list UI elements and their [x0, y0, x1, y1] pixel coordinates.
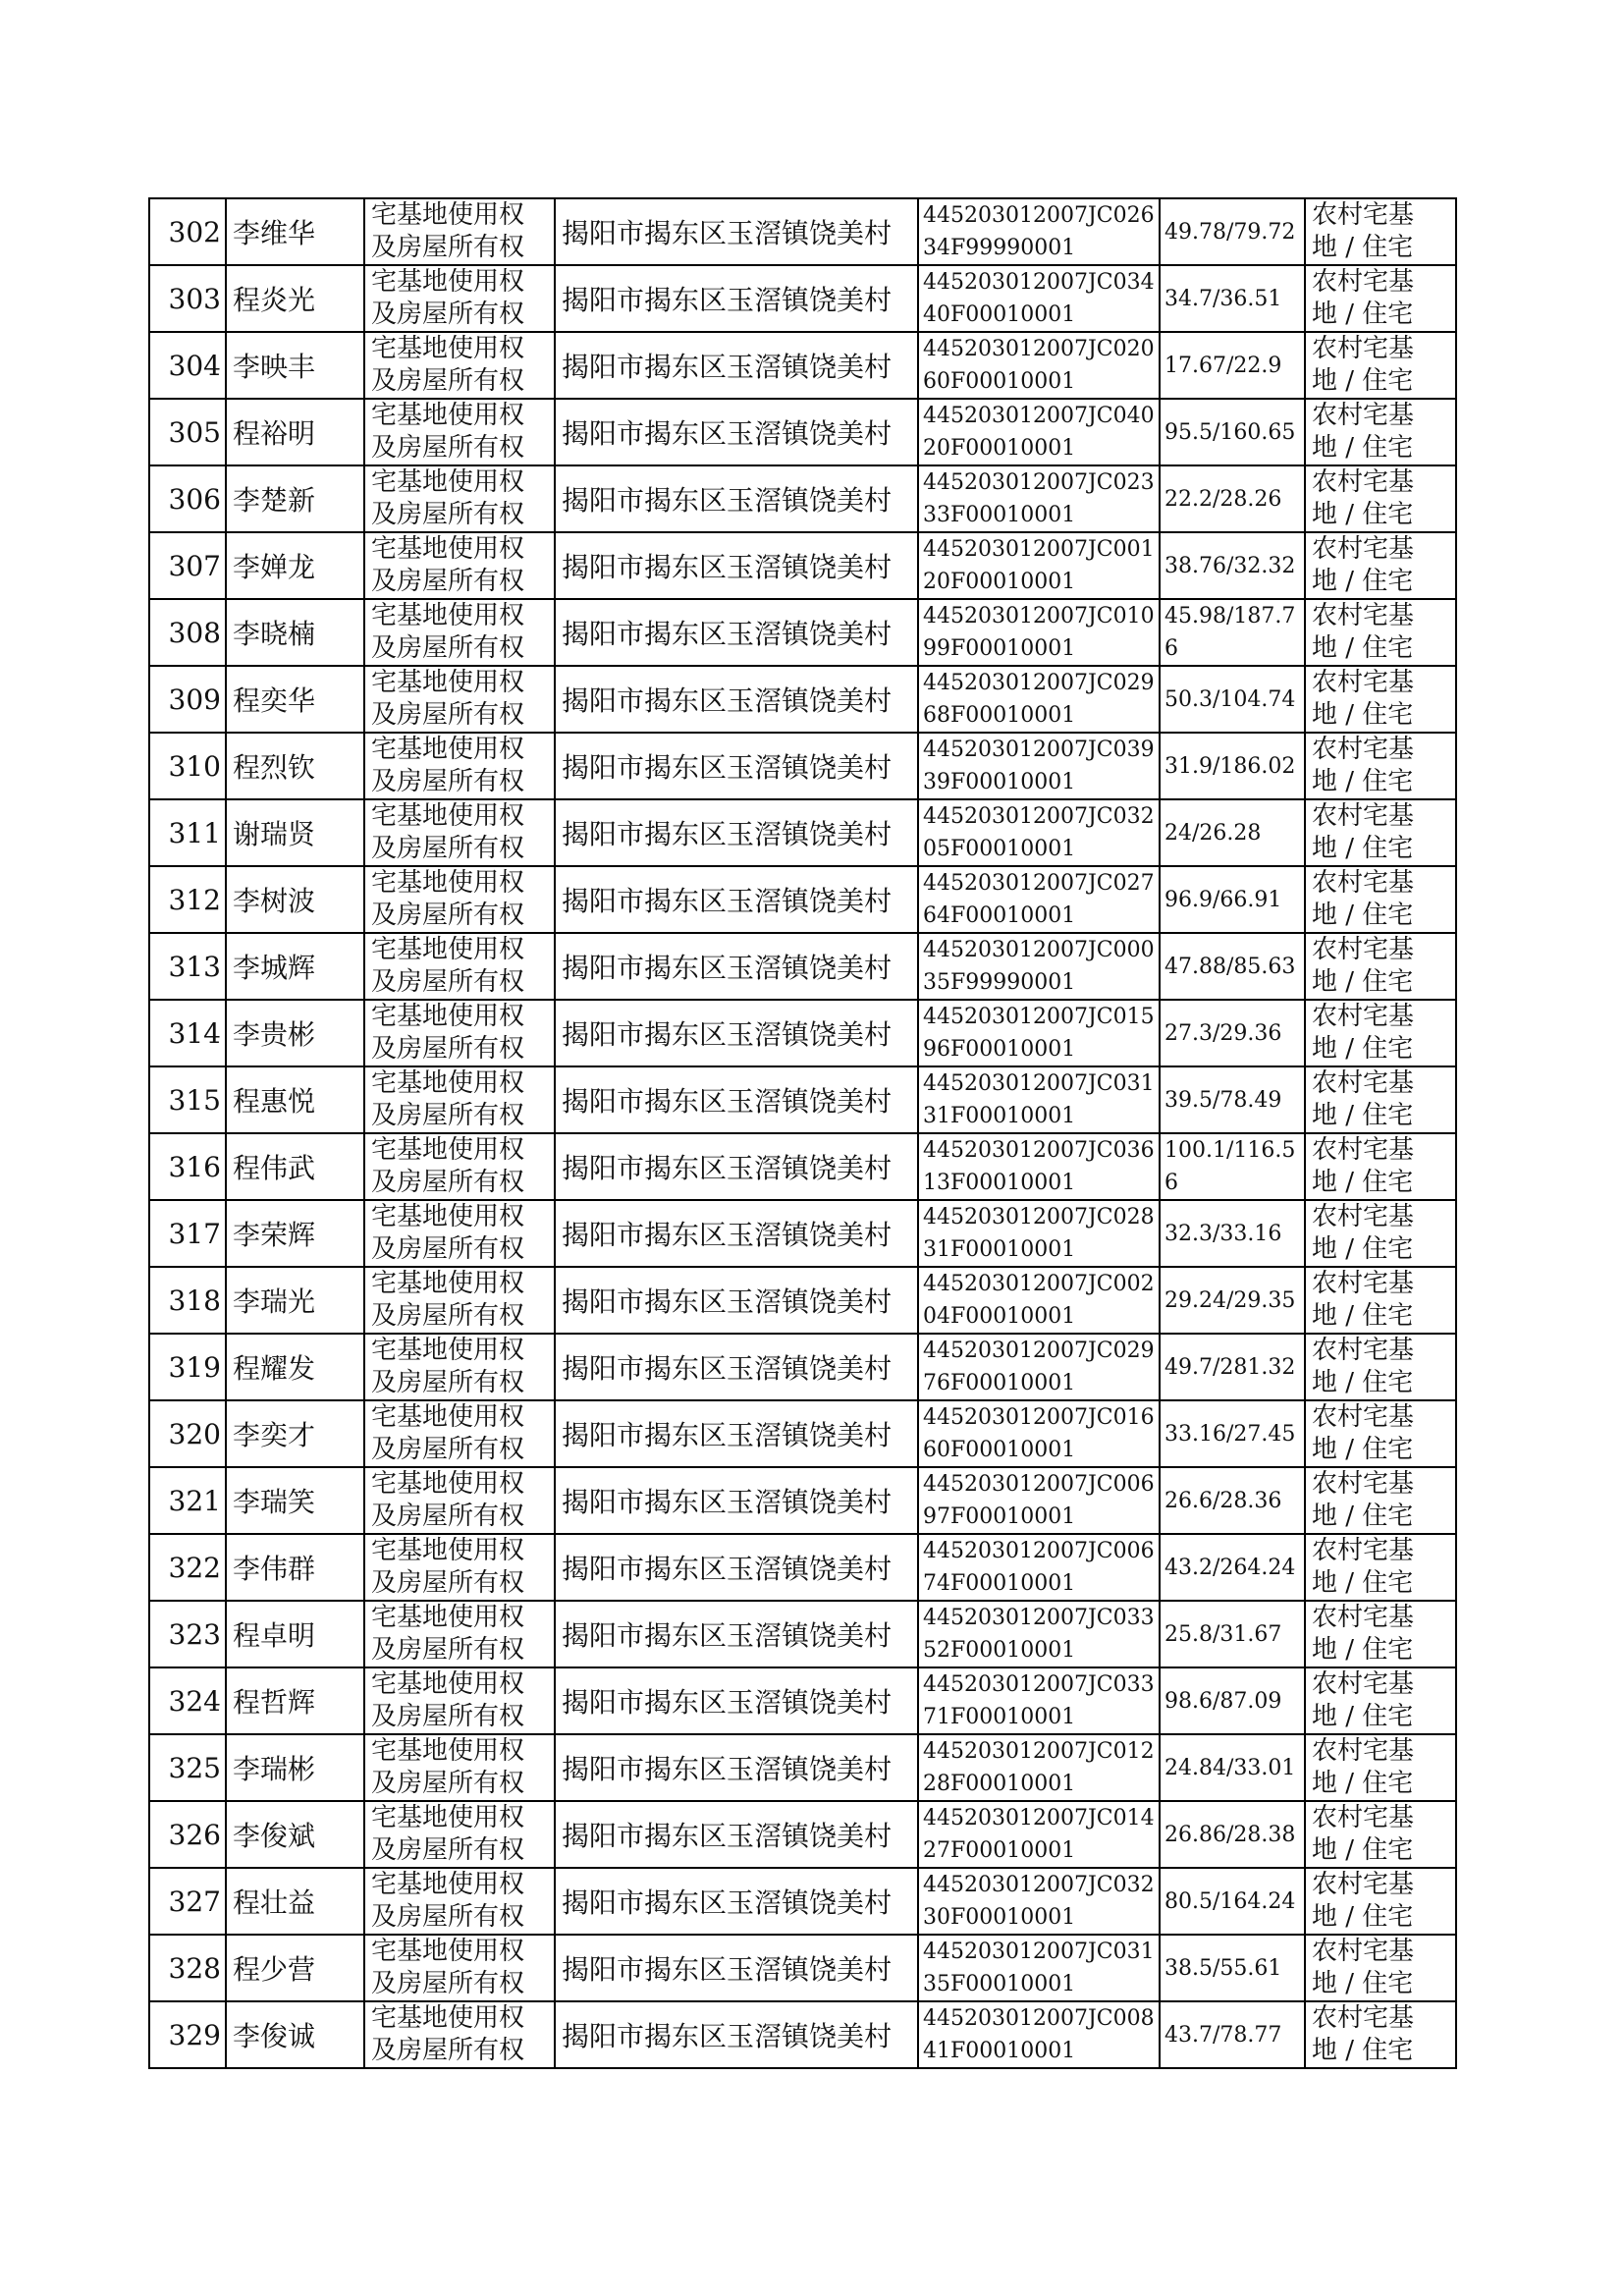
right-type: 宅基地使用权 及房屋所有权 [364, 1601, 555, 1667]
area-values: 39.5/78.49 [1160, 1066, 1305, 1133]
property-code: 445203012007JC01228F00010001 [918, 1734, 1160, 1801]
owner-name: 李维华 [226, 198, 364, 265]
property-location: 揭阳市揭东区玉滘镇饶美村 [555, 1667, 918, 1734]
right-type: 宅基地使用权 及房屋所有权 [364, 1667, 555, 1734]
property-code: 445203012007JC03939F00010001 [918, 733, 1160, 799]
land-use: 农村宅基 地 / 住宅 [1305, 1267, 1456, 1334]
property-location: 揭阳市揭东区玉滘镇饶美村 [555, 733, 918, 799]
owner-name: 李楚新 [226, 465, 364, 532]
land-use: 农村宅基 地 / 住宅 [1305, 1066, 1456, 1133]
area-values: 43.2/264.24 [1160, 1534, 1305, 1601]
right-type: 宅基地使用权 及房屋所有权 [364, 532, 555, 599]
right-type: 宅基地使用权 及房屋所有权 [364, 1133, 555, 1200]
land-use: 农村宅基 地 / 住宅 [1305, 1734, 1456, 1801]
area-values: 24.84/33.01 [1160, 1734, 1305, 1801]
row-number: 329 [149, 2001, 226, 2068]
table-row [149, 1066, 1456, 1133]
area-values: 80.5/164.24 [1160, 1868, 1305, 1935]
land-use: 农村宅基 地 / 住宅 [1305, 1000, 1456, 1066]
area-values: 22.2/28.26 [1160, 465, 1305, 532]
property-code: 445203012007JC03352F00010001 [918, 1601, 1160, 1667]
owner-name: 程壮益 [226, 1868, 364, 1935]
property-code: 445203012007JC02968F00010001 [918, 666, 1160, 733]
area-values: 100.1/116.56 [1160, 1133, 1305, 1200]
right-type: 宅基地使用权 及房屋所有权 [364, 1534, 555, 1601]
row-number: 306 [149, 465, 226, 532]
right-type: 宅基地使用权 及房屋所有权 [364, 1200, 555, 1267]
right-type: 宅基地使用权 及房屋所有权 [364, 465, 555, 532]
land-use: 农村宅基 地 / 住宅 [1305, 1467, 1456, 1534]
property-code: 445203012007JC00841F00010001 [918, 2001, 1160, 2068]
right-type: 宅基地使用权 及房屋所有权 [364, 1000, 555, 1066]
property-location: 揭阳市揭东区玉滘镇饶美村 [555, 465, 918, 532]
area-values: 26.6/28.36 [1160, 1467, 1305, 1534]
area-values: 47.88/85.63 [1160, 933, 1305, 1000]
table-row [149, 933, 1456, 1000]
property-location: 揭阳市揭东区玉滘镇饶美村 [555, 1534, 918, 1601]
owner-name: 程伟武 [226, 1133, 364, 1200]
land-use: 农村宅基 地 / 住宅 [1305, 332, 1456, 399]
owner-name: 李映丰 [226, 332, 364, 399]
land-use: 农村宅基 地 / 住宅 [1305, 1935, 1456, 2001]
area-values: 49.78/79.72 [1160, 198, 1305, 265]
table-row [149, 1734, 1456, 1801]
area-values: 34.7/36.51 [1160, 265, 1305, 332]
table-body [149, 198, 1456, 2068]
property-code: 445203012007JC02831F00010001 [918, 1200, 1160, 1267]
right-type: 宅基地使用权 及房屋所有权 [364, 733, 555, 799]
row-number: 311 [149, 799, 226, 866]
right-type: 宅基地使用权 及房屋所有权 [364, 198, 555, 265]
owner-name: 李树波 [226, 866, 364, 933]
row-number: 320 [149, 1400, 226, 1467]
property-code: 445203012007JC01099F00010001 [918, 599, 1160, 666]
right-type: 宅基地使用权 及房屋所有权 [364, 799, 555, 866]
owner-name: 程哲辉 [226, 1667, 364, 1734]
owner-name: 程炎光 [226, 265, 364, 332]
property-code: 445203012007JC01660F00010001 [918, 1400, 1160, 1467]
property-code: 445203012007JC00697F00010001 [918, 1467, 1160, 1534]
area-values: 38.76/32.32 [1160, 532, 1305, 599]
area-values: 95.5/160.65 [1160, 399, 1305, 465]
area-values: 29.24/29.35 [1160, 1267, 1305, 1334]
area-values: 49.7/281.32 [1160, 1334, 1305, 1400]
right-type: 宅基地使用权 及房屋所有权 [364, 332, 555, 399]
right-type: 宅基地使用权 及房屋所有权 [364, 1066, 555, 1133]
land-use: 农村宅基 地 / 住宅 [1305, 2001, 1456, 2068]
right-type: 宅基地使用权 及房屋所有权 [364, 1868, 555, 1935]
area-values: 31.9/186.02 [1160, 733, 1305, 799]
table-row [149, 1467, 1456, 1534]
row-number: 312 [149, 866, 226, 933]
area-values: 98.6/87.09 [1160, 1667, 1305, 1734]
property-location: 揭阳市揭东区玉滘镇饶美村 [555, 933, 918, 1000]
owner-name: 程卓明 [226, 1601, 364, 1667]
right-type: 宅基地使用权 及房屋所有权 [364, 1400, 555, 1467]
property-code: 445203012007JC03205F00010001 [918, 799, 1160, 866]
owner-name: 李婵龙 [226, 532, 364, 599]
property-code: 445203012007JC02060F00010001 [918, 332, 1160, 399]
owner-name: 程耀发 [226, 1334, 364, 1400]
property-location: 揭阳市揭东区玉滘镇饶美村 [555, 1200, 918, 1267]
property-location: 揭阳市揭东区玉滘镇饶美村 [555, 866, 918, 933]
right-type: 宅基地使用权 及房屋所有权 [364, 1467, 555, 1534]
property-code: 445203012007JC03230F00010001 [918, 1868, 1160, 1935]
right-type: 宅基地使用权 及房屋所有权 [364, 599, 555, 666]
table-row [149, 866, 1456, 933]
property-code: 445203012007JC03613F00010001 [918, 1133, 1160, 1200]
property-location: 揭阳市揭东区玉滘镇饶美村 [555, 1400, 918, 1467]
row-number: 304 [149, 332, 226, 399]
table-row [149, 332, 1456, 399]
owner-name: 程奕华 [226, 666, 364, 733]
row-number: 322 [149, 1534, 226, 1601]
property-code: 445203012007JC02976F00010001 [918, 1334, 1160, 1400]
table-row [149, 1601, 1456, 1667]
owner-name: 李瑞彬 [226, 1734, 364, 1801]
property-location: 揭阳市揭东区玉滘镇饶美村 [555, 1334, 918, 1400]
property-location: 揭阳市揭东区玉滘镇饶美村 [555, 332, 918, 399]
area-values: 33.16/27.45 [1160, 1400, 1305, 1467]
area-values: 26.86/28.38 [1160, 1801, 1305, 1868]
row-number: 325 [149, 1734, 226, 1801]
right-type: 宅基地使用权 及房屋所有权 [364, 399, 555, 465]
owner-name: 李晓楠 [226, 599, 364, 666]
table-row [149, 1400, 1456, 1467]
row-number: 307 [149, 532, 226, 599]
right-type: 宅基地使用权 及房屋所有权 [364, 933, 555, 1000]
right-type: 宅基地使用权 及房屋所有权 [364, 1935, 555, 2001]
table-row [149, 2001, 1456, 2068]
property-code: 445203012007JC03131F00010001 [918, 1066, 1160, 1133]
area-values: 17.67/22.9 [1160, 332, 1305, 399]
row-number: 314 [149, 1000, 226, 1066]
table-row [149, 799, 1456, 866]
land-use: 农村宅基 地 / 住宅 [1305, 465, 1456, 532]
property-location: 揭阳市揭东区玉滘镇饶美村 [555, 1868, 918, 1935]
land-use: 农村宅基 地 / 住宅 [1305, 599, 1456, 666]
row-number: 318 [149, 1267, 226, 1334]
property-location: 揭阳市揭东区玉滘镇饶美村 [555, 799, 918, 866]
land-use: 农村宅基 地 / 住宅 [1305, 733, 1456, 799]
table-row [149, 1801, 1456, 1868]
property-code: 445203012007JC02333F00010001 [918, 465, 1160, 532]
property-location: 揭阳市揭东区玉滘镇饶美村 [555, 666, 918, 733]
row-number: 305 [149, 399, 226, 465]
property-code: 445203012007JC02764F00010001 [918, 866, 1160, 933]
table-row [149, 1200, 1456, 1267]
property-location: 揭阳市揭东区玉滘镇饶美村 [555, 1935, 918, 2001]
property-code: 445203012007JC00674F00010001 [918, 1534, 1160, 1601]
property-code: 445203012007JC03135F00010001 [918, 1935, 1160, 2001]
right-type: 宅基地使用权 及房屋所有权 [364, 866, 555, 933]
land-use: 农村宅基 地 / 住宅 [1305, 265, 1456, 332]
property-code: 445203012007JC01596F00010001 [918, 1000, 1160, 1066]
land-use: 农村宅基 地 / 住宅 [1305, 666, 1456, 733]
property-location: 揭阳市揭东区玉滘镇饶美村 [555, 599, 918, 666]
land-use: 农村宅基 地 / 住宅 [1305, 799, 1456, 866]
right-type: 宅基地使用权 及房屋所有权 [364, 1334, 555, 1400]
table-row [149, 666, 1456, 733]
property-code: 445203012007JC03371F00010001 [918, 1667, 1160, 1734]
owner-name: 李瑞笑 [226, 1467, 364, 1534]
row-number: 313 [149, 933, 226, 1000]
table-row [149, 532, 1456, 599]
row-number: 321 [149, 1467, 226, 1534]
owner-name: 李俊斌 [226, 1801, 364, 1868]
right-type: 宅基地使用权 及房屋所有权 [364, 265, 555, 332]
row-number: 302 [149, 198, 226, 265]
property-location: 揭阳市揭东区玉滘镇饶美村 [555, 1734, 918, 1801]
table-row [149, 1133, 1456, 1200]
table-row [149, 1667, 1456, 1734]
property-location: 揭阳市揭东区玉滘镇饶美村 [555, 1133, 918, 1200]
land-use: 农村宅基 地 / 住宅 [1305, 1334, 1456, 1400]
row-number: 323 [149, 1601, 226, 1667]
property-location: 揭阳市揭东区玉滘镇饶美村 [555, 1801, 918, 1868]
right-type: 宅基地使用权 及房屋所有权 [364, 2001, 555, 2068]
area-values: 25.8/31.67 [1160, 1601, 1305, 1667]
property-location: 揭阳市揭东区玉滘镇饶美村 [555, 265, 918, 332]
land-use: 农村宅基 地 / 住宅 [1305, 866, 1456, 933]
table-row [149, 465, 1456, 532]
row-number: 310 [149, 733, 226, 799]
area-values: 32.3/33.16 [1160, 1200, 1305, 1267]
right-type: 宅基地使用权 及房屋所有权 [364, 666, 555, 733]
property-location: 揭阳市揭东区玉滘镇饶美村 [555, 1000, 918, 1066]
table-row [149, 1267, 1456, 1334]
table-row [149, 265, 1456, 332]
property-location: 揭阳市揭东区玉滘镇饶美村 [555, 2001, 918, 2068]
land-use: 农村宅基 地 / 住宅 [1305, 399, 1456, 465]
table-row [149, 1334, 1456, 1400]
land-use: 农村宅基 地 / 住宅 [1305, 1801, 1456, 1868]
owner-name: 程惠悦 [226, 1066, 364, 1133]
right-type: 宅基地使用权 及房屋所有权 [364, 1801, 555, 1868]
owner-name: 李荣辉 [226, 1200, 364, 1267]
property-location: 揭阳市揭东区玉滘镇饶美村 [555, 1066, 918, 1133]
owner-name: 谢瑞贤 [226, 799, 364, 866]
owner-name: 程裕明 [226, 399, 364, 465]
area-values: 24/26.28 [1160, 799, 1305, 866]
property-code: 445203012007JC01427F00010001 [918, 1801, 1160, 1868]
property-location: 揭阳市揭东区玉滘镇饶美村 [555, 1467, 918, 1534]
row-number: 303 [149, 265, 226, 332]
owner-name: 李贵彬 [226, 1000, 364, 1066]
property-code: 445203012007JC03440F00010001 [918, 265, 1160, 332]
area-values: 96.9/66.91 [1160, 866, 1305, 933]
area-values: 38.5/55.61 [1160, 1935, 1305, 2001]
property-location: 揭阳市揭东区玉滘镇饶美村 [555, 399, 918, 465]
row-number: 326 [149, 1801, 226, 1868]
area-values: 50.3/104.74 [1160, 666, 1305, 733]
owner-name: 李俊诚 [226, 2001, 364, 2068]
owner-name: 程少营 [226, 1935, 364, 2001]
table-row [149, 1000, 1456, 1066]
row-number: 324 [149, 1667, 226, 1734]
property-location: 揭阳市揭东区玉滘镇饶美村 [555, 532, 918, 599]
owner-name: 李瑞光 [226, 1267, 364, 1334]
area-values: 27.3/29.36 [1160, 1000, 1305, 1066]
property-location: 揭阳市揭东区玉滘镇饶美村 [555, 198, 918, 265]
land-use: 农村宅基 地 / 住宅 [1305, 1534, 1456, 1601]
land-use: 农村宅基 地 / 住宅 [1305, 532, 1456, 599]
property-code: 445203012007JC02634F99990001 [918, 198, 1160, 265]
land-use: 农村宅基 地 / 住宅 [1305, 1400, 1456, 1467]
right-type: 宅基地使用权 及房屋所有权 [364, 1267, 555, 1334]
owner-name: 程烈钦 [226, 733, 364, 799]
owner-name: 李伟群 [226, 1534, 364, 1601]
table-row [149, 1935, 1456, 2001]
table-row [149, 733, 1456, 799]
area-values: 43.7/78.77 [1160, 2001, 1305, 2068]
land-use: 农村宅基 地 / 住宅 [1305, 1667, 1456, 1734]
table-row [149, 599, 1456, 666]
table-row [149, 399, 1456, 465]
land-use: 农村宅基 地 / 住宅 [1305, 1601, 1456, 1667]
owner-name: 李城辉 [226, 933, 364, 1000]
row-number: 316 [149, 1133, 226, 1200]
property-location: 揭阳市揭东区玉滘镇饶美村 [555, 1601, 918, 1667]
land-use: 农村宅基 地 / 住宅 [1305, 198, 1456, 265]
land-use: 农村宅基 地 / 住宅 [1305, 1133, 1456, 1200]
row-number: 315 [149, 1066, 226, 1133]
row-number: 327 [149, 1868, 226, 1935]
table-row [149, 1868, 1456, 1935]
row-number: 317 [149, 1200, 226, 1267]
table-row [149, 198, 1456, 265]
row-number: 328 [149, 1935, 226, 2001]
area-values: 45.98/187.76 [1160, 599, 1305, 666]
row-number: 319 [149, 1334, 226, 1400]
land-use: 农村宅基 地 / 住宅 [1305, 1868, 1456, 1935]
owner-name: 李奕才 [226, 1400, 364, 1467]
property-code: 445203012007JC00120F00010001 [918, 532, 1160, 599]
property-code: 445203012007JC00035F99990001 [918, 933, 1160, 1000]
property-location: 揭阳市揭东区玉滘镇饶美村 [555, 1267, 918, 1334]
row-number: 308 [149, 599, 226, 666]
property-code: 445203012007JC04020F00010001 [918, 399, 1160, 465]
registry-table [148, 197, 1457, 2069]
property-code: 445203012007JC00204F00010001 [918, 1267, 1160, 1334]
row-number: 309 [149, 666, 226, 733]
land-use: 农村宅基 地 / 住宅 [1305, 1200, 1456, 1267]
right-type: 宅基地使用权 及房屋所有权 [364, 1734, 555, 1801]
table-row [149, 1534, 1456, 1601]
land-use: 农村宅基 地 / 住宅 [1305, 933, 1456, 1000]
